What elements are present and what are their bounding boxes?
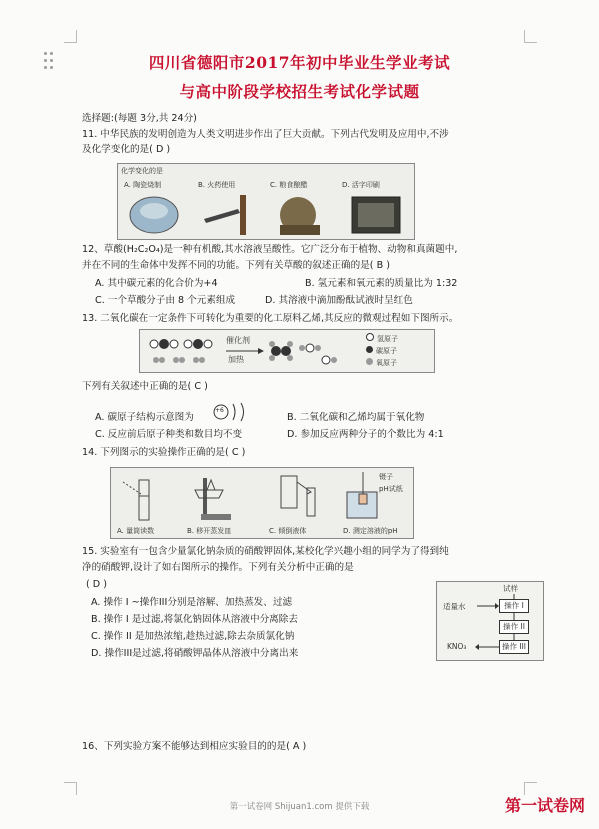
crop-mark-icon: [64, 782, 77, 795]
q14-figure: [110, 467, 414, 539]
q13-line1: 13. 二氧化碳在一定条件下可转化为重要的化工原料乙烯,其反应的微观过程如下图所示。: [82, 313, 459, 324]
crop-mark-icon: [524, 30, 537, 43]
flow-product-label: KNO₃: [447, 642, 467, 651]
q13-legend-c: 碳原子: [366, 346, 398, 356]
q13-legend-h: 氢原子: [366, 333, 398, 344]
q13-stem: 下列有关叙述中正确的是( C ): [82, 381, 208, 392]
q13-option-c: C. 反应前后原子种类和数目均不变: [95, 429, 243, 440]
q14-label-a: A. 量筒读数: [117, 527, 155, 535]
flow-op3-box: 操作 III: [499, 640, 529, 654]
q15-flowchart: [436, 581, 544, 661]
q15-option-b: B. 操作 I 是过滤,将氯化钠固体从溶液中分离除去: [91, 614, 298, 625]
q14-label-d: D. 测定溶液的pH: [343, 527, 398, 535]
brand-watermark: 第一试卷网: [504, 796, 585, 815]
footer-text: 第一试卷网 Shijuan1.com 提供下载: [229, 802, 370, 812]
q12-option-a: A. 其中碳元素的化合价为+4: [95, 278, 218, 289]
flow-water-label: 适量水: [443, 602, 466, 611]
flow-op1-box: 操作 I: [499, 599, 529, 613]
q14-illustrations: [111, 468, 413, 524]
q12-option-d: D. 其溶液中滴加酚酞试液时呈红色: [265, 295, 413, 306]
q11-label-c: C. 粮食酿醋: [270, 181, 308, 189]
crop-mark-icon: [64, 30, 77, 43]
q11-label-b: B. 火药使用: [198, 181, 236, 189]
q14-label-c: C. 倾倒液体: [269, 527, 307, 535]
q14-line1: 14. 下列图示的实验操作正确的是( C ): [82, 447, 246, 458]
q13-figure: [139, 329, 435, 373]
q11-line2: 及化学变化的是( D ): [82, 144, 171, 155]
q15-line3: ( D ): [86, 579, 107, 590]
q15-option-c: C. 操作 II 是加热浓缩,趁热过滤,除去杂质氯化钠: [91, 631, 295, 642]
flow-op2-box: 操作 II: [499, 620, 529, 634]
q15-line1: 15. 实验室有一包含少量氯化钠杂质的硝酸钾固体,某校化学兴趣小组的同学为了得到纯: [82, 546, 449, 557]
q14-label-b: B. 移开蒸发皿: [187, 527, 232, 535]
q15-option-a: A. 操作 I ~操作III分别是溶解、加热蒸发、过滤: [91, 597, 293, 608]
q11-label-d: D. 活字印刷: [342, 181, 380, 189]
q11-line1: 11. 中华民族的发明创造为人类文明进步作出了巨大贡献。下列古代发明及应用中,不涉: [82, 129, 449, 140]
q12-line1: 12、草酸(H₂C₂O₄)是一种有机酸,其水溶液呈酸性。它广泛分布于植物、动物和真菌题中,: [82, 244, 458, 255]
q16-line1: 16、下列实验方案不能够达到相应实验目的的是( A ): [82, 741, 307, 752]
page-title: 四川省德阳市2017年初中毕业生学业考试: [148, 53, 451, 72]
flow-sample-label: 试样: [503, 584, 518, 593]
q13-legend: [366, 333, 398, 368]
q12-option-b: B. 氢元素和氧元素的质量比为 1:32: [305, 278, 458, 289]
q11-label-a: A. 陶瓷烧制: [124, 181, 162, 189]
q11-illustrations: [118, 189, 414, 239]
q15-line2: 净的硝酸钾,设计了如右图所示的操作。下列有关分析中正确的是: [82, 562, 354, 573]
q14-tag-ph-paper: pH试纸: [379, 485, 403, 493]
q13-option-d: D. 参加反应两种分子的个数比为 4:1: [287, 429, 444, 440]
q11-figure-title: 化学变化的是: [121, 167, 163, 175]
q12-option-c: C. 一个草酸分子由 8 个元素组成: [95, 295, 236, 306]
q14-tag-tweezers: 镊子: [379, 473, 393, 481]
q13-catalyst-label: 催化剂: [226, 336, 250, 345]
q13-option-b: B. 二氧化碳和乙烯均属于氧化物: [287, 412, 425, 423]
carbon-atom-diagram: +6: [213, 401, 249, 423]
page-subtitle: 与高中阶段学校招生考试化学试题: [179, 82, 420, 101]
q12-line2: 并在不同的生命体中发挥不同的功能。下列有关草酸的叙述正确的是( B ): [82, 260, 390, 271]
q13-option-a: A. 碳原子结构示意图为: [95, 412, 194, 423]
section-header: 选择题:(每题 3分,共 24分): [82, 113, 197, 124]
q11-figure: [117, 163, 415, 240]
q13-legend-o: 氧原子: [366, 358, 398, 368]
q15-option-d: D. 操作III是过滤,将硝酸钾晶体从溶液中分离出来: [91, 648, 299, 659]
q13-heat-label: 加热: [228, 355, 244, 364]
